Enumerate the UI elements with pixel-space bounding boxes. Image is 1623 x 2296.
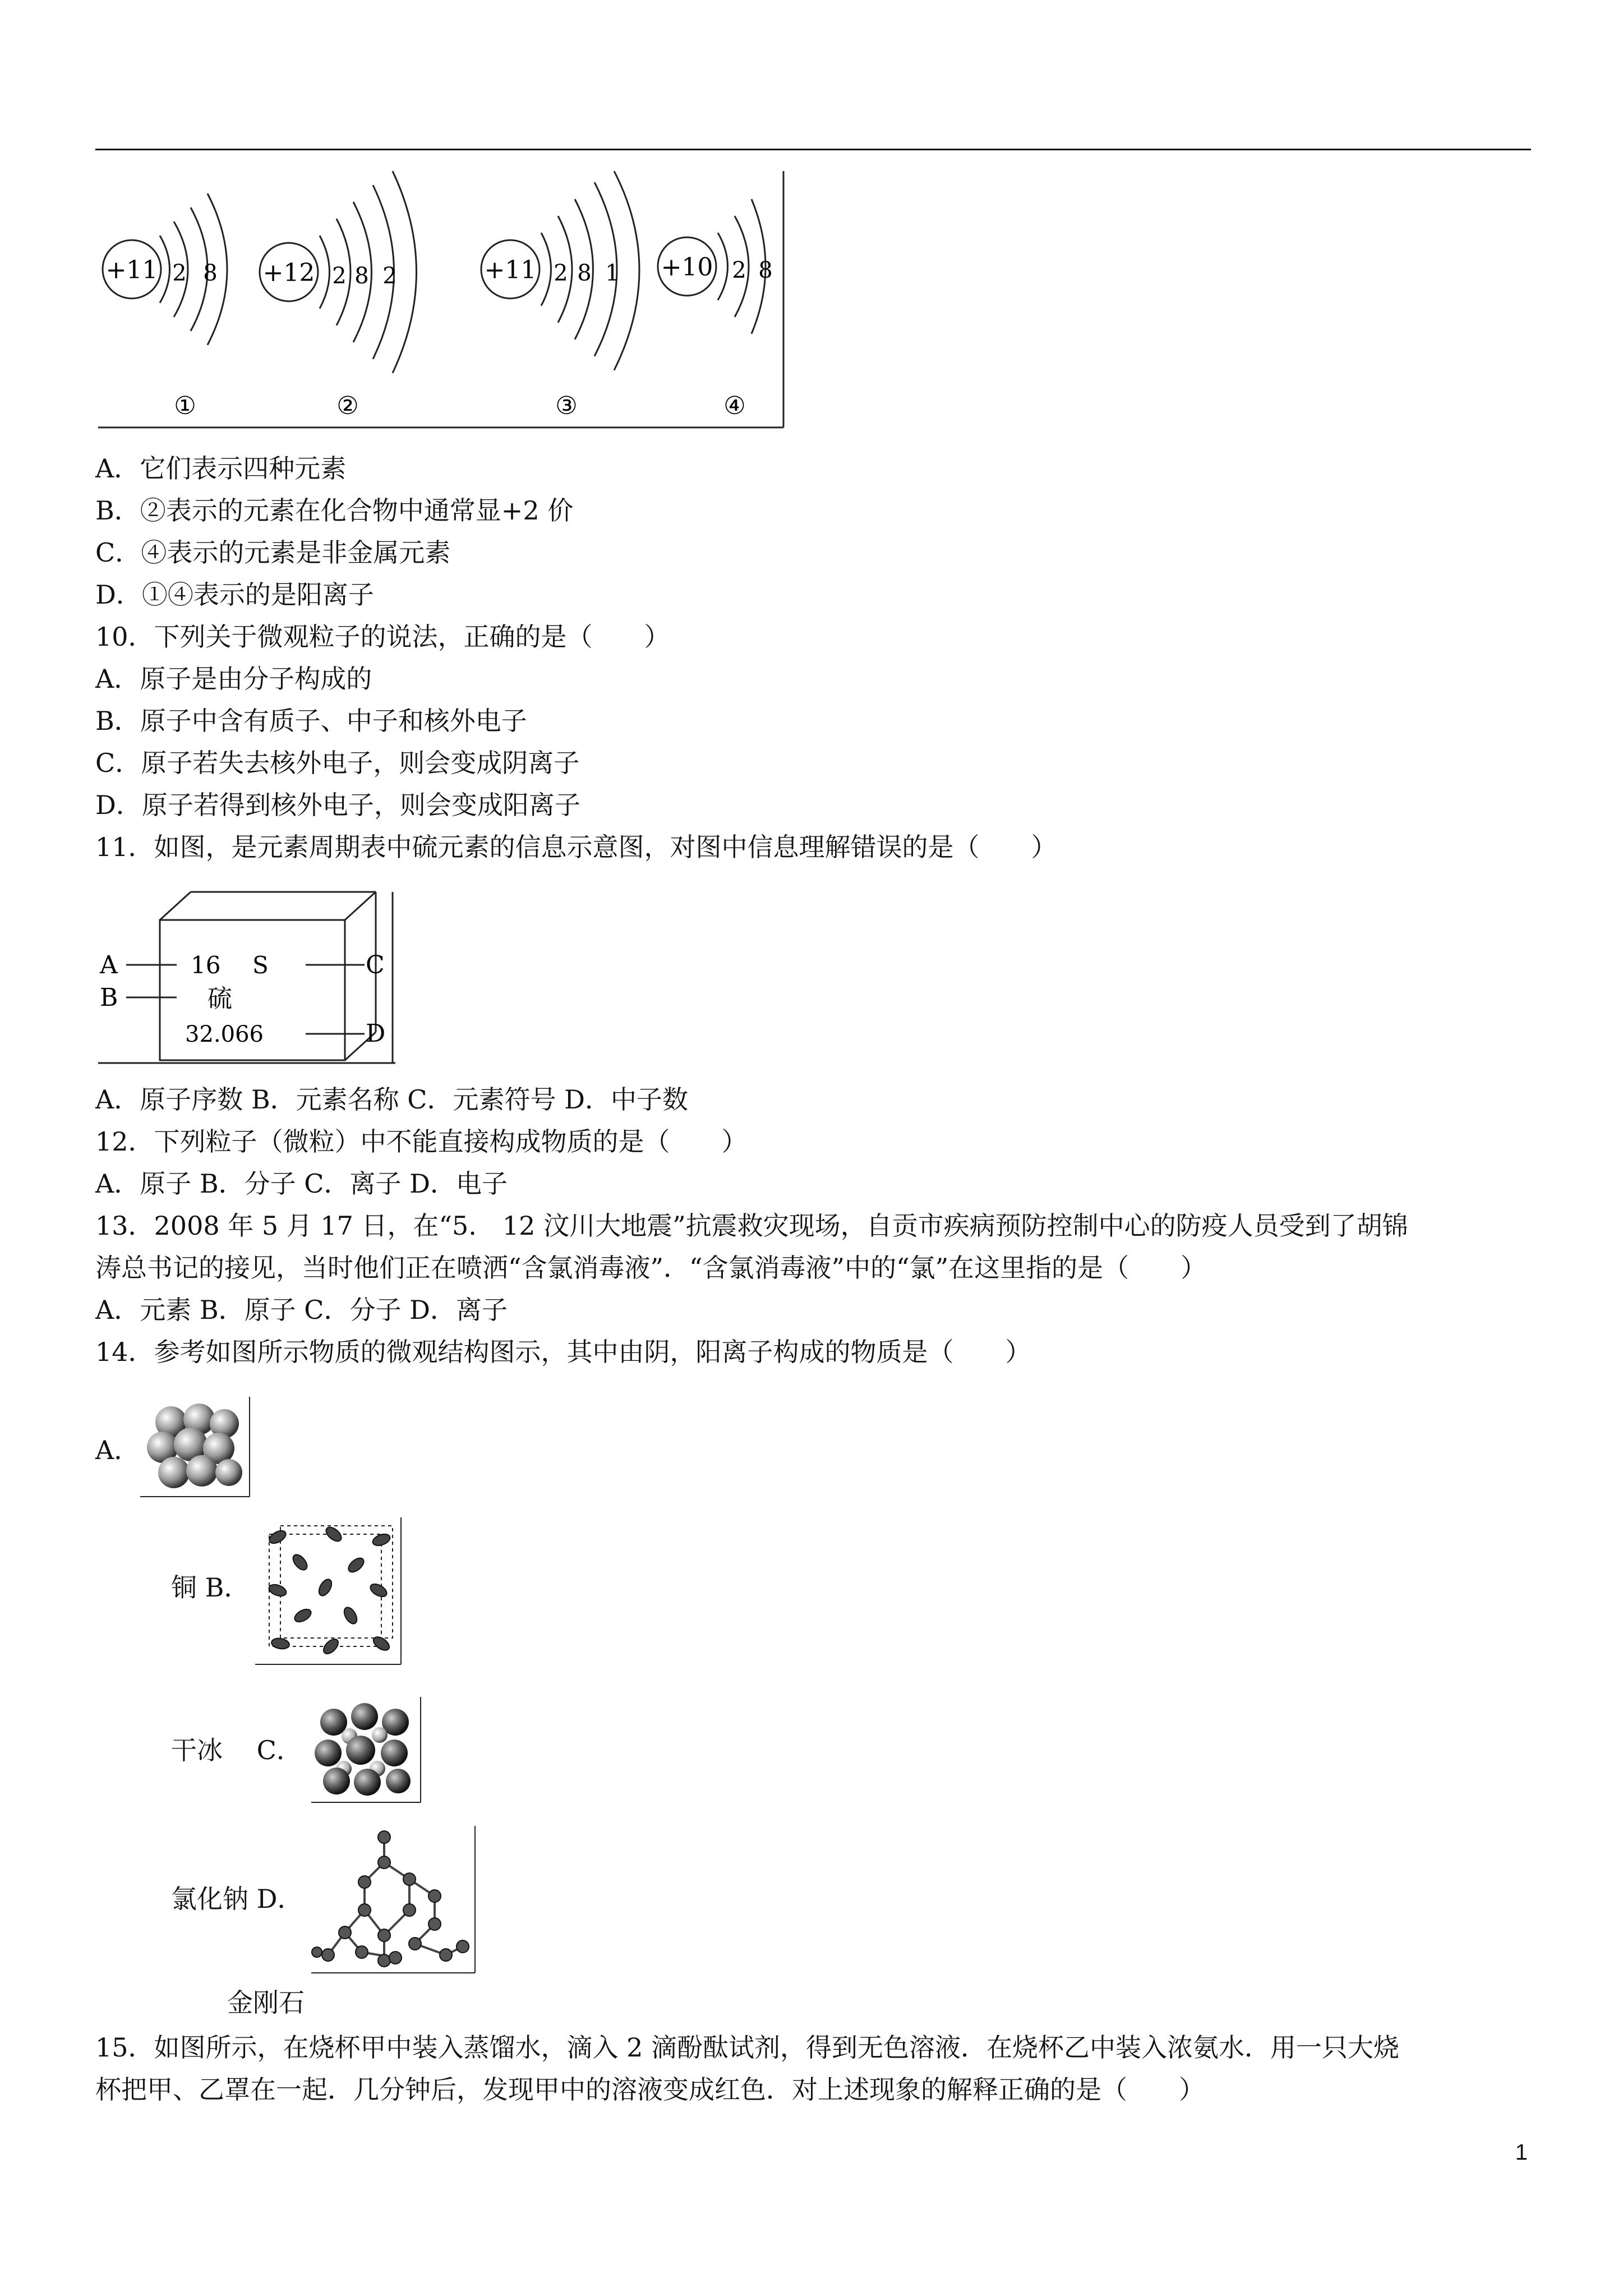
atom-diagram-4 (658, 199, 773, 420)
atom-4-shell-1: 2 (732, 257, 746, 283)
q14-option-d-caption: 金刚石 (227, 1987, 305, 2018)
atom-2-shell-3: 2 (382, 263, 397, 289)
atomic-number: 16 (191, 951, 221, 979)
atom-4-nucleus: +10 (661, 253, 713, 282)
q9-option-b: B．②表示的元素在化合物中通常显+2 价 (95, 495, 574, 526)
atom-3-nucleus: +11 (484, 256, 537, 284)
q14-option-b-label: 铜 B． (171, 1572, 250, 1603)
element-name: 硫 (208, 984, 232, 1013)
callout-a: A (100, 951, 118, 979)
atom-3-shell-1: 2 (554, 260, 568, 286)
atom-4-index: ④ (723, 392, 746, 420)
atom-1-shell-2: 8 (203, 260, 218, 286)
q14-option-a-label: A． (95, 1435, 140, 1465)
atom-diagram-1 (103, 194, 227, 420)
atom-diagram-2 (260, 171, 417, 420)
q12-stem: 12．下列粒子（微粒）中不能直接构成物质的是（ ） (95, 1126, 748, 1157)
dry-ice-structure-image (255, 1517, 404, 1666)
q14-option-c-label: 干冰 C． (171, 1735, 302, 1765)
atom-4-shell-2: 8 (758, 257, 773, 283)
q15-line-1: 15．如图所示，在烧杯甲中装入蒸馏水，滴入 2 滴酚酞试剂，得到无色溶液．在烧杯乙中装入浓氨水．用一只大烧 (95, 2032, 1400, 2063)
callout-c: C (366, 951, 385, 979)
atom-2-shell-2: 8 (354, 263, 369, 289)
atom-2-shell-1: 2 (332, 263, 347, 289)
q10-stem: 10．下列关于微观粒子的说法，正确的是（ ） (95, 622, 670, 652)
q10-option-a: A．原子是由分子构成的 (95, 664, 372, 694)
q14-option-d-label: 氯化钠 D． (171, 1884, 303, 1914)
q11-stem: 11．如图，是元素周期表中硫元素的信息示意图，对图中信息理解错误的是（ ） (95, 832, 1057, 862)
q13-line-1: 13．2008 年 5 月 17 日，在“5. 12 汶川大地震”抗震救灾现场，自贡市疾病预防控制中心的防疫人员受到了胡锦 (95, 1211, 1408, 1241)
diamond-structure-image (311, 1826, 479, 1975)
q14-stem: 14．参考如图所示物质的微观结构图示，其中由阴，阳离子构成的物质是（ ） (95, 1337, 1031, 1367)
q10-option-c: C．原子若失去核外电子，则会变成阴离子 (95, 748, 580, 778)
atom-diagram-3 (481, 171, 639, 420)
element-symbol: S (252, 951, 269, 979)
atom-3-shell-2: 8 (577, 260, 592, 286)
atom-2-nucleus: +12 (262, 259, 315, 287)
q9-option-a: A．它们表示四种元素 (95, 453, 347, 484)
atom-2-index: ② (336, 392, 359, 420)
callout-d: D (366, 1019, 386, 1048)
callout-b: B (100, 983, 118, 1012)
q13-line-2: 涛总书记的接见，当时他们正在喷洒“含氯消毒液”．“含氯消毒液”中的“氯”在这里指的是（ ） (95, 1253, 1207, 1283)
atom-1-nucleus: +11 (105, 256, 158, 284)
sodium-chloride-structure-image (311, 1697, 423, 1803)
atomic-mass: 32.066 (185, 1022, 264, 1047)
q11-options: A．原子序数 B．元素名称 C．元素符号 D．中子数 (95, 1084, 688, 1115)
atom-3-index: ③ (555, 392, 578, 420)
copper-structure-image (140, 1397, 252, 1498)
page-number: 1 (1515, 2140, 1528, 2165)
header-rule (95, 149, 1531, 150)
q9-option-d: D．①④表示的是阳离子 (95, 579, 374, 610)
q10-option-b: B．原子中含有质子、中子和核外电子 (95, 706, 527, 736)
q9-option-c: C．④表示的元素是非金属元素 (95, 537, 451, 568)
q13-options: A．元素 B．原子 C．分子 D．离子 (95, 1295, 508, 1325)
sulfur-element-figure (95, 889, 398, 1069)
atom-structure-figure (95, 168, 791, 432)
atom-1-shell-1: 2 (172, 260, 187, 286)
atom-3-shell-3: 1 (605, 260, 620, 286)
atom-1-index: ① (174, 392, 196, 420)
q12-options: A．原子 B．分子 C．离子 D．电子 (95, 1168, 508, 1199)
q15-line-2: 杯把甲、乙罩在一起．几分钟后，发现甲中的溶液变成红色．对上述现象的解释正确的是（ ） (95, 2074, 1205, 2105)
q10-option-d: D．原子若得到核外电子，则会变成阳离子 (95, 790, 580, 820)
